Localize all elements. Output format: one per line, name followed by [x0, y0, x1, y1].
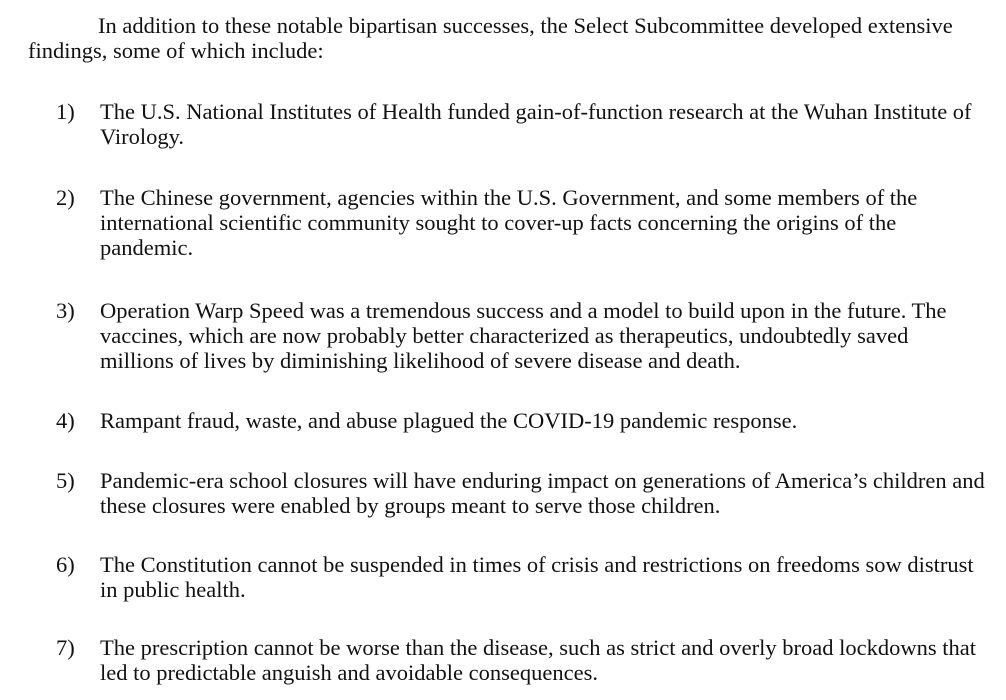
finding-item	[56, 552, 986, 602]
finding-number: 2)	[56, 185, 75, 210]
finding-item	[56, 99, 986, 149]
finding-item	[56, 468, 986, 518]
finding-text: Operation Warp Speed was a tremendous success and a model to build upon in the future. The vaccines, which are now probably better characterized as therapeutics, undoubtedly saved millions of lives by diminishing likelihood of severe disease and death.	[100, 298, 947, 373]
intro-paragraph: In addition to these notable bipartisan successes, the Select Subcommittee developed extensive findings, some of which include:	[28, 13, 953, 63]
finding-item	[56, 635, 986, 685]
finding-item	[56, 408, 986, 433]
finding-text: Pandemic-era school closures will have enduring impact on generations of America’s children and these closures were enabled by groups meant to serve those children.	[100, 468, 985, 518]
finding-number: 5)	[56, 468, 75, 493]
finding-item	[56, 298, 986, 373]
finding-item	[56, 185, 986, 260]
finding-number: 7)	[56, 635, 75, 660]
finding-text: The prescription cannot be worse than the disease, such as strict and overly broad lockdowns that led to predictable anguish and avoidable consequences.	[100, 635, 976, 685]
finding-text: The Chinese government, agencies within the U.S. Government, and some members of the international scientific community sought to cover-up facts concerning the origins of the pandemic.	[100, 185, 918, 260]
finding-text: The Constitution cannot be suspended in times of crisis and restrictions on freedoms sow distrust in public health.	[100, 552, 974, 602]
finding-number: 3)	[56, 298, 75, 323]
finding-text: The U.S. National Institutes of Health funded gain-of-function research at the Wuhan Institute of Virology.	[100, 99, 972, 149]
finding-number: 1)	[56, 99, 75, 124]
finding-number: 4)	[56, 408, 75, 433]
finding-text: Rampant fraud, waste, and abuse plagued the COVID-19 pandemic response.	[100, 408, 798, 433]
finding-number: 6)	[56, 552, 75, 577]
